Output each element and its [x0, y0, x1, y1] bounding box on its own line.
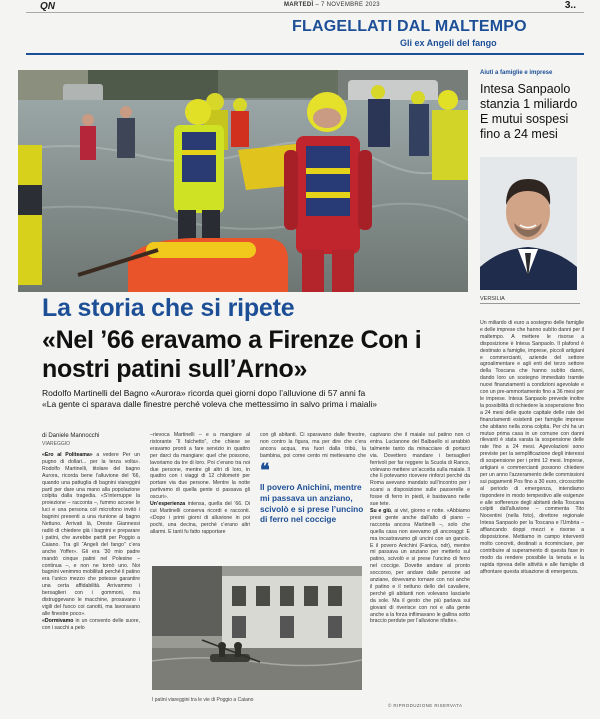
flood-rescue-illustration — [18, 70, 468, 292]
sidebar-kicker: Aiuti a famiglie e imprese — [480, 70, 553, 76]
col4-text-b: , ai vivi, giorno e notte. «Abbiamo presi gente anche dall’alto di piano – racconta ancora Martinelli –, solo che quella casa non avevamo gli ancoraggi: E ma incastravamo gli uncini con un gancio. E il povero Anichini (Fanica, ndr), mentre mi passava un anziano per metterlo sul patino, scivolò e si prese l’uncino di ferro nel coccige. Dovette andare al pronto soccorso, per andare dalle persone ad anziane, dovevamo tornare con noi anche il patino e il nettuno dello del cavaliere, perché gli abitanti non volevano lasciarle da sole. Ma il gesto che più parlava sui giovani di riverisce con noi e alla gente anche a la forza inflimavano le gallina sotto braccio perdute per l’alluvione rifatte». — [370, 507, 470, 625]
article-column-1 — [42, 452, 140, 710]
dateline: MARTEDÌ – 7 NOVEMBRE 2023 — [284, 2, 380, 8]
col1-text: a vedere Per un pugno di dollari... per la terza volta». Rodolfo Martinelli, titolare del bagno Aurora, ricorda bene l’alluvione del ’66, quando una pattuglia di bagnini viareggini partì per dare una mano alla popolazione colpita dalla tragedia. «S’interruppe la proiezione – racconta –, fummo accese le luci e una persona col microfono invitò i bagnini presenti a una riunione al bagno Nettuno. Arrivati là, Oreste Giannessi radiò di chiedere già i bagnini e preparare i patini, che avrebbe partiti per Poggio a Caiano. Tra gli “Angeli del fango” c’era anche Yoffer». Gli era ’30 mio padre mandò cinque patini nel Polesine – continua –, e non ne tornò uno. Noi bagnini venimmo mobilitati perché il patino era l’unico mezzo che potesse garantire una certa affidabilità. Arrivammo i bersaglieri con i gommoni, ma distruggevano le macchine, prosavano i vigili del fuoco coi canotti, ma lavoravano alle finestre poco». — [42, 452, 140, 617]
pull-quote: Il povero Anichini, mentre mi passava un anziano, scivolò e si prese l’uncino di ferro nel coccige — [260, 482, 364, 525]
author-name: di Daniele Mannocchi — [42, 433, 100, 439]
col1-sublead: «Dormivamo — [42, 617, 74, 624]
article-column-4 — [370, 432, 470, 712]
sidebar-body: Un miliardo di euro a sostegno delle famiglie e delle imprese che hanno subìto danni per il maltempo. A mettere le risorse a disposizione è Intesa Sanpaolo. Il plafond è destinato a famiglie, imprese, piccoli artigiani e commercianti, aziende del settore agroalimentare e agli enti del terzo settore della Toscana che hanno subìto danni, dando loro un sostegno immediato tramite nuovi finanziamenti a condizioni agevolate e con un pre-ammortamento fino a 36 mesi per le imprese. Intesa Sanpaolo prevede inoltre la possibilità di richiedere la sospensione fino a 24 mesi delle quote capitale delle rate dei finanziamenti esistenti per famiglie imprese che abitano nella zona colpita. Per chi ha un mutuo prima casa in un comune con danni rilevanti è stata varata la sospensione delle rate fino a 24 mesi. Agevolazioni sono previste per la semplificazione degli interessi di sospensione per i primi 12 mesi. Imprese, artigiani e commercianti possono chiedere per un anno l'azzeramento delle commissioni sui pagamenti Pos fino a 30 euro, circoscritte al periodo di emergenza, intendiamo rispondere in modo tempestivo alle esigenze e alle sofferenze degli abitanti della Toscana colpiti dall'alluvione – commenta Tito Nocentini (nella foto), direttore regionale Intesa Sanpaolo per la Toscana e l'Umbria – affiancando doppi mezzi e risorse a disposizione. Mettiamo in campo interventi molto concreti, destinati a ricominciare, per contribuire al superamento di questa fase in modo da rendere possibile la tenuta e la rapida ripresa delle attività e alle famiglie di affrontare questa situazione di emergenza. — [480, 320, 584, 575]
page-number: 3.. — [564, 0, 576, 11]
col4-sublead: Su e giù — [370, 507, 391, 514]
col4-text: capivano che il maiale sul patino non ci entra. Lucianone del Balbaello si arrabbiò talmente tanto da minacciare di portarci via. Dovettero mandare i bersaglieri ferrivoli per far reggere la Scuola di Ranco, volevano mettere un’accetta sulla maiale. Il che li potevamo ricevere rinforzi perché da Roma avevano mandato sull’incontro per i scarsi a disposizione sulle passerelle e fosse di ferro in piedi, è bastavano nelle sue tete. — [370, 432, 470, 508]
summary-line-1: Rodolfo Martinelli del Bagno «Aurora» ricorda quei giorni dopo l’alluvione di 57 anni fa — [42, 388, 366, 398]
portrait-illustration — [480, 157, 577, 290]
summary-line-2: «La gente ci sparava dalle finestre perché voleva che mettessimo in salvo prima i maiali» — [42, 399, 377, 409]
quote-mark-icon: ❝ — [260, 460, 270, 480]
article-column-3 — [260, 432, 366, 460]
article-column-2 — [150, 432, 250, 562]
header-divider — [26, 53, 584, 55]
section-title: FLAGELLATI DAL MALTEMPO — [292, 18, 527, 35]
section-subtitle: Gli ex Angeli del fango — [400, 38, 497, 48]
dateline-date: 7 NOVEMBRE 2023 — [321, 2, 380, 8]
dateline-place: VIAREGGIO — [42, 441, 71, 447]
page-header — [26, 0, 584, 13]
article-kicker: La storia che si ripete — [42, 294, 295, 322]
col1-lead: «Ero al Politeama» — [42, 452, 93, 458]
sidebar-headline: Intesa Sanpaolo stanzia 1 miliardo E mutui sospesi fino a 24 mesi — [480, 82, 578, 141]
photo-caption: I patini viareggini tra le vie di Poggio a Caiano — [152, 697, 254, 703]
archive-photo-1966 — [152, 566, 362, 690]
col2-text: –rievoca Martinelli – e a mangiare al ristorante “Il falchetto”, che chiese se eravamo pronti a fare servizio in quattro per darci da mangiare: quel che possono, lavoriamo da tre di loro. Poi c’erano tra noi due persone, mentre gli altri di loro, in quattro con i viaggi di 12 chilometri per portare via due persone. Mentre la notte partivamo di quella gente ci passava gli oscuri». — [150, 432, 250, 501]
portrait-photo — [480, 157, 577, 290]
archive-photo-illustration — [152, 566, 362, 690]
article-byline — [42, 432, 99, 448]
col1-text-b: in un convento delle suore, con i sacchi a pelo — [42, 617, 140, 631]
copyright-notice: © RIPRODUZIONE RISERVATA — [388, 703, 463, 708]
article-summary — [42, 388, 472, 410]
dateline-day: MARTEDÌ — [284, 2, 314, 8]
col2-text-b: intensa, quella del ’66. Di cui Martinelli conserva ricordi e racconti. «Dopo i primi giorni di alluvione in poi pochi, una decina, perché c’erano altri allarmi. E tanti fu fatto rapportare — [150, 501, 250, 535]
col3-text: con gli abitanti. Ci sparavano dalle finestre, non contro la figura, ma per dire che c’era ancora acqua, ma fuori dalla tribù, la bambina, poi come cento mi mettevamo che — [260, 432, 366, 459]
article-headline: «Nel ’66 eravamo a Firenze Con i nostri patini sull’Arno» — [42, 326, 422, 383]
col2-sublead: Un’esperienza — [150, 501, 186, 508]
sidebar-divider — [480, 303, 580, 304]
newspaper-logo: QN — [40, 1, 55, 12]
main-photo-flood-rescue — [18, 70, 468, 292]
sidebar-byline: VERSILIA — [480, 296, 505, 302]
